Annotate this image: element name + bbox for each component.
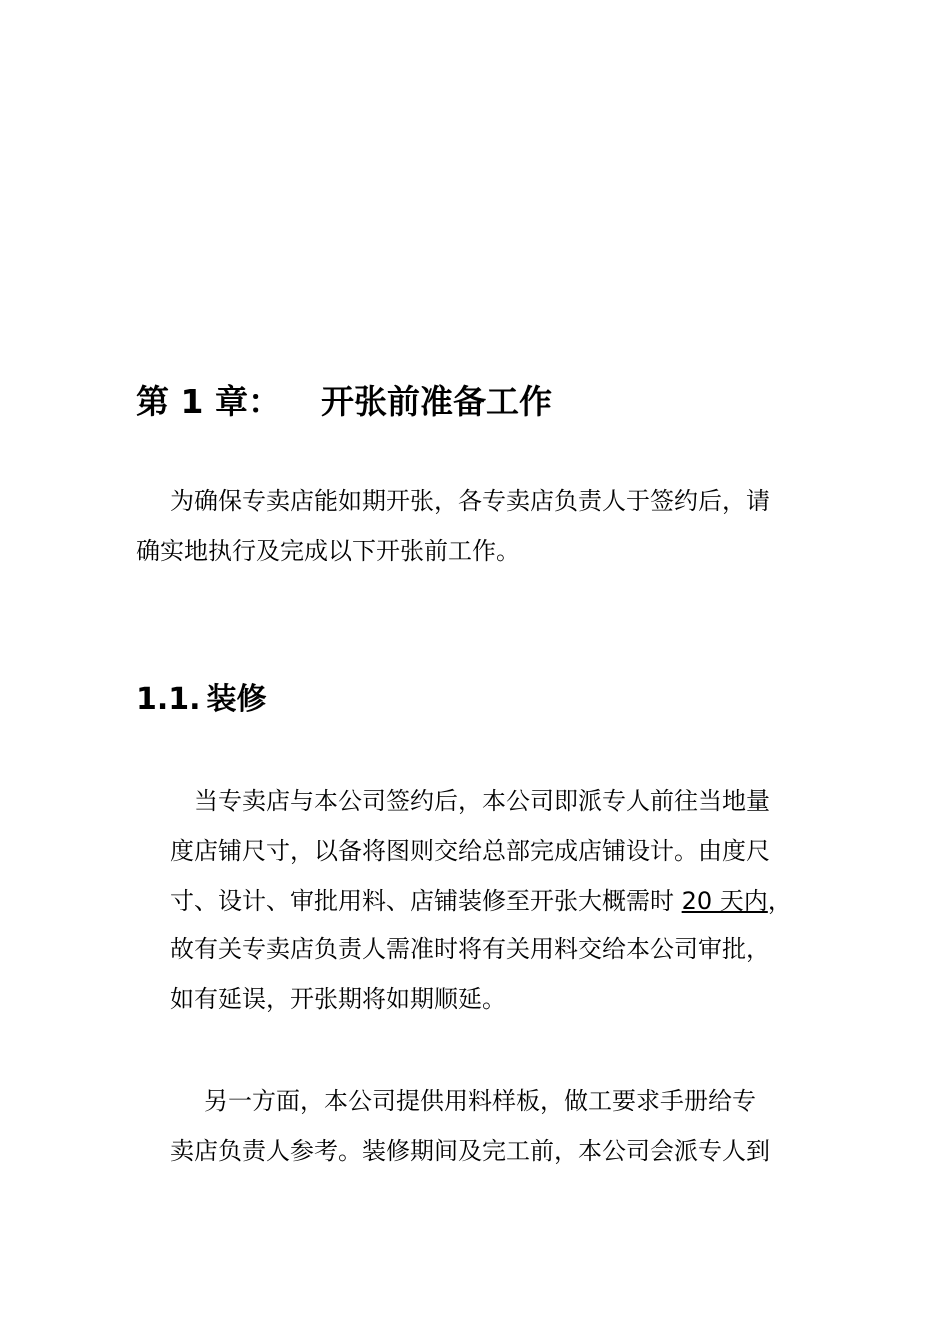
section-number: 1.1. [136,682,201,717]
chapter-title: 开张前准备工作 [320,382,552,421]
chapter-number: 第 1 章： [136,382,281,421]
duration-underlined: 20 天内 [681,887,768,915]
paragraph-line: 另一方面，本公司提供用料样板，做工要求手册给专 [204,1087,756,1115]
intro-line: 为确保专卖店能如期开张，各专卖店负责人于签约后，请 [170,487,770,515]
section-heading [136,680,267,720]
paragraph-line: 如有延误，开张期将如期顺延。 [170,985,506,1013]
paragraph-text: 寸、设计、审批用料、店铺装修至开张大概需时 [170,887,682,915]
chapter-heading [136,380,552,424]
paragraph-line: 卖店负责人参考。装修期间及完工前，本公司会派专人到 [170,1137,770,1165]
paragraph-text: ， [767,887,792,915]
paragraph-line: 故有关专卖店负责人需准时将有关用料交给本公司审批， [170,935,770,963]
paragraph-line: 当专卖店与本公司签约后，本公司即派专人前往当地量 [194,787,770,815]
section-title: 装修 [206,682,267,717]
paragraph-line [170,875,792,928]
paragraph-line: 度店铺尺寸，以备将图则交给总部完成店铺设计。由度尺 [170,837,770,865]
intro-line: 确实地执行及完成以下开张前工作。 [136,537,520,565]
